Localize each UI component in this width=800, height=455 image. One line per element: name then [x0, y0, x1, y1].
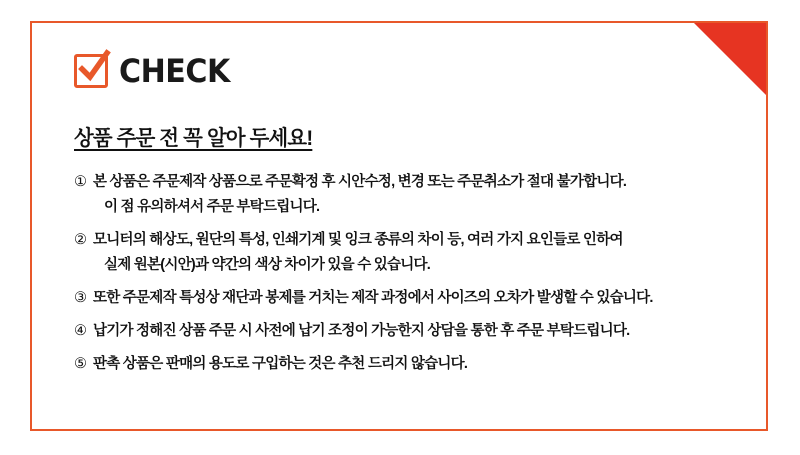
notice-card	[30, 21, 768, 431]
checkbox-check-icon	[74, 54, 108, 88]
list-item-marker: ③	[74, 290, 87, 306]
notice-heading: 상품 주문 전 꼭 알아 두세요!	[74, 127, 313, 150]
list-item-subtext: 이 점 유의하셔서 주문 부탁드립니다.	[104, 199, 320, 215]
notice-list	[74, 172, 732, 374]
list-item	[74, 172, 732, 217]
list-item-text: 판촉 상품은 판매의 용도로 구입하는 것은 추천 드리지 않습니다.	[93, 356, 468, 372]
list-item-marker: ①	[74, 174, 87, 190]
list-item-text: 모니터의 해상도, 원단의 특성, 인쇄기계 및 잉크 종류의 차이 등, 여러 가지 요인들로 인하여	[93, 232, 623, 248]
list-item	[74, 288, 732, 308]
list-item-marker: ⑤	[74, 356, 87, 372]
list-item-marker: ④	[74, 323, 87, 339]
check-header	[74, 49, 732, 93]
list-item	[74, 354, 732, 374]
list-item-text: 본 상품은 주문제작 상품으로 주문확정 후 시안수정, 변경 또는 주문취소가 절대 불가합니다.	[93, 174, 627, 190]
list-item	[74, 321, 732, 341]
list-item-text: 또한 주문제작 특성상 재단과 봉제를 거치는 제작 과정에서 사이즈의 오차가 발생할 수 있습니다.	[93, 290, 653, 306]
check-title: CHECK	[119, 52, 230, 90]
list-item	[74, 230, 732, 275]
list-item-text: 납기가 정해진 상품 주문 시 사전에 납기 조정이 가능한지 상담을 통한 후 주문 부탁드립니다.	[93, 323, 630, 339]
list-item-subtext: 실제 원본(시안)과 약간의 색상 차이가 있을 수 있습니다.	[104, 257, 431, 273]
list-item-marker: ②	[74, 232, 87, 248]
